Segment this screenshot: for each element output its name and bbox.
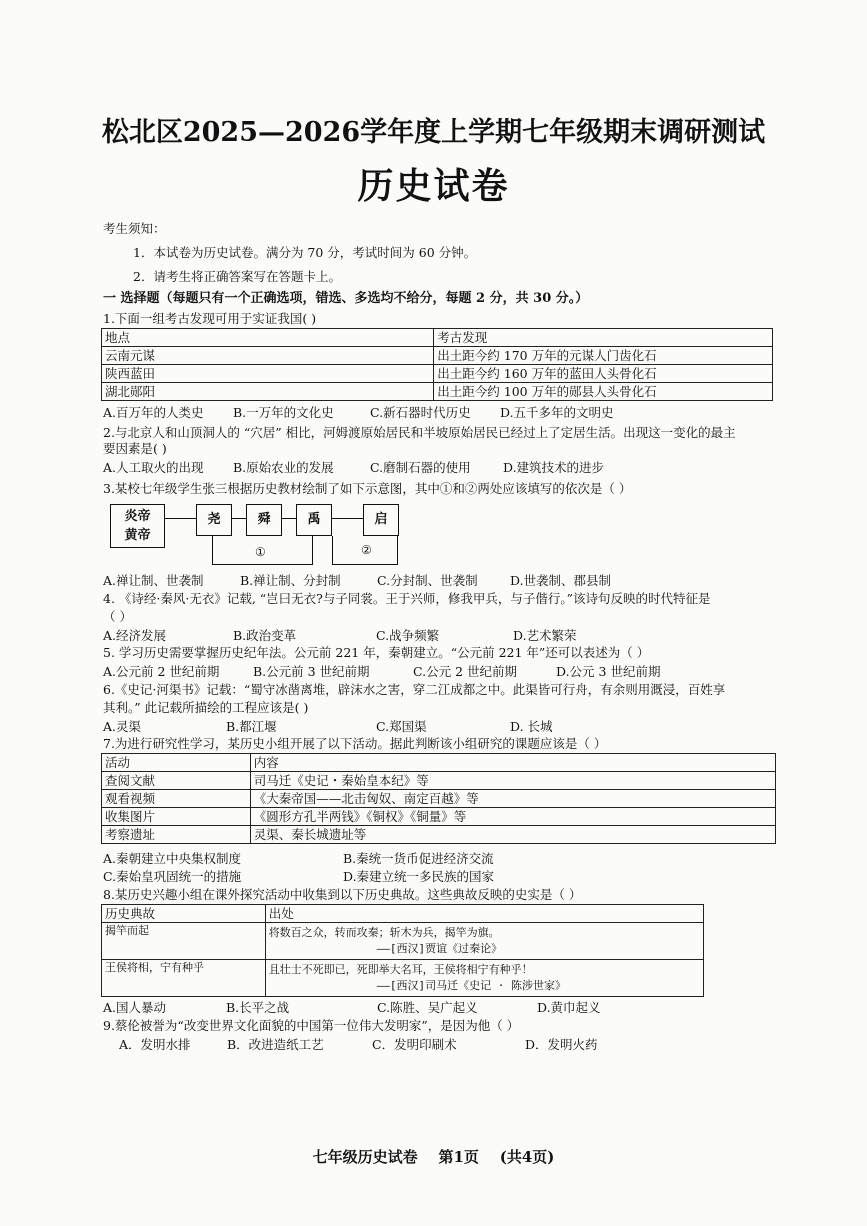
question-1-stem: 1.下面一组考古发现可用于实证我国( ) <box>103 311 317 326</box>
connector <box>282 518 296 519</box>
table-cell: 王侯将相，宁有种乎 <box>102 960 266 997</box>
question-4-stem-line1: 4. 《诗经·秦风·无衣》记载, “岂曰无衣?与子同裳。王于兴师，修我甲兵，与子偕行。”该诗句反映的时代特征是 <box>103 591 711 606</box>
table-row <box>102 960 704 997</box>
option-a: A.百万年的人类史 <box>103 405 204 420</box>
question-7-options-row2 <box>103 869 803 885</box>
quote-text: 将数百之众，转而攻秦；斩木为兵，揭竿为旗。 <box>268 926 500 939</box>
option-c: C.磨制石器的使用 <box>370 460 471 475</box>
bracket-line <box>332 536 333 564</box>
option-b: B.原始农业的发展 <box>233 460 334 475</box>
quote-source: ——[西汉]司马迁《史记 · 陈涉世家》 <box>376 979 567 992</box>
table-row <box>102 772 776 790</box>
question-9-options <box>119 1037 819 1053</box>
option-c: C.公元 2 世纪前期 <box>413 664 517 679</box>
table-header-cell: 出处 <box>265 905 703 923</box>
question-8-stem: 8.某历史兴趣小组在课外探究活动中收集到以下历史典故。这些典故反映的史实是（ ） <box>103 887 582 902</box>
bracket-line <box>397 536 398 564</box>
notice-heading: 考生须知： <box>103 221 166 236</box>
option-b: B.公元前 3 世纪前期 <box>253 664 370 679</box>
table-cell: 考察遗址 <box>102 826 251 844</box>
option-c: C.郑国渠 <box>376 719 427 734</box>
question-2-stem-line2: 要因素是( ) <box>103 441 167 456</box>
table-cell: 湖北郧阳 <box>102 383 434 401</box>
table-cell: 司马迁《史记・秦始皇本纪》等 <box>250 772 775 790</box>
mark-2: ② <box>361 543 372 557</box>
option-c: C.新石器时代历史 <box>370 405 471 420</box>
question-8-table <box>101 904 704 997</box>
table-cell: 灵渠、秦长城遗址等 <box>250 826 775 844</box>
bracket-line <box>212 536 213 564</box>
table-cell: 揭竿而起 <box>102 923 266 960</box>
table-cell: 出土距今约 100 万年的郧县人头骨化石 <box>434 383 773 401</box>
option-c: C.战争频繁 <box>376 628 440 643</box>
box-yu: 禹 <box>296 504 332 536</box>
question-5-options <box>103 664 803 680</box>
table-cell: 《圆形方孔半两钱》《铜权》《铜量》等 <box>250 808 775 826</box>
option-d: D.五千多年的文明史 <box>500 405 614 420</box>
question-3-options <box>103 573 803 589</box>
question-4-options <box>103 628 803 644</box>
table-row <box>102 383 773 401</box>
table-header-row <box>102 754 776 772</box>
option-b: B．改进造纸工艺 <box>227 1037 324 1052</box>
bracket-line <box>212 564 313 565</box>
option-a: A.公元前 2 世纪前期 <box>103 664 220 679</box>
table-cell: 《大秦帝国——北击匈奴、南定百越》等 <box>250 790 775 808</box>
table-row <box>102 347 773 365</box>
table-cell <box>265 923 703 960</box>
table-header-cell: 活动 <box>102 754 251 772</box>
mark-1: ① <box>255 545 266 559</box>
option-a: A.经济发展 <box>103 628 167 643</box>
option-c: C.秦始皇巩固统一的措施 <box>103 869 242 884</box>
option-d: D.建筑技术的进步 <box>503 460 605 475</box>
table-row <box>102 808 776 826</box>
bracket-line <box>332 564 398 565</box>
question-3-stem: 3.某校七年级学生张三根据历史教材绘制了如下示意图，其中①和②两处应该填写的依次是（ ） <box>103 481 632 496</box>
question-6-options <box>103 719 803 735</box>
notice-item-1: 1．本试卷为历史试卷。满分为 70 分，考试时间为 60 分钟。 <box>133 245 477 260</box>
table-header-cell: 历史典故 <box>102 905 266 923</box>
question-4-stem-line2: （ ） <box>103 609 132 624</box>
table-header-row <box>102 329 773 347</box>
section-heading: 一 选择题（每题只有一个正确选项，错选、多选均不给分，每题 2 分，共 30 分。） <box>103 291 589 306</box>
table-header-cell: 考古发现 <box>434 329 773 347</box>
table-cell: 观看视频 <box>102 790 251 808</box>
option-d: D.艺术繁荣 <box>513 628 577 643</box>
box-shun: 舜 <box>246 504 282 536</box>
connector <box>332 518 363 519</box>
exam-title: 松北区2025—2026学年度上学期七年级期末调研测试 <box>101 117 766 148</box>
table-row <box>102 790 776 808</box>
option-b: B.禅让制、分封制 <box>240 573 341 588</box>
option-a: A.国人暴动 <box>103 1000 167 1015</box>
option-b: B.秦统一货币促进经济交流 <box>343 851 494 866</box>
option-a: A．发明水排 <box>119 1037 191 1052</box>
option-a: A.人工取火的出现 <box>103 460 204 475</box>
option-b: B.长平之战 <box>226 1000 290 1015</box>
exam-subject-title: 历史试卷 <box>357 165 510 207</box>
connector <box>164 518 196 519</box>
option-d: D．发明火药 <box>525 1037 598 1052</box>
option-a: A.灵渠 <box>103 719 142 734</box>
table-cell: 陕西蓝田 <box>102 365 434 383</box>
option-b: B.一万年的文化史 <box>233 405 334 420</box>
option-d: D.世袭制、郡县制 <box>510 573 612 588</box>
option-d: D.黄巾起义 <box>537 1000 601 1015</box>
box-label: 黄帝 <box>124 528 151 543</box>
quote-text: 且壮士不死即已，死即举大名耳，王侯将相宁有种乎！ <box>268 963 533 976</box>
question-5-stem: 5. 学习历史需要掌握历史纪年法。公元前 221 年，秦朝建立。“公元前 221 年”还可以表述为（ ） <box>103 645 650 660</box>
table-cell: 云南元谋 <box>102 347 434 365</box>
question-2-stem-line1: 2.与北京人和山顶洞人的 “穴居” 相比，河姆渡原始居民和半坡原始居民已经过上了定居生活。出现这一变化的最主 <box>103 425 736 440</box>
option-c: C.陈胜、吴广起义 <box>377 1000 478 1015</box>
question-6-stem-line2: 其利。” 此记载所描绘的工程应该是( ) <box>103 700 309 715</box>
option-b: B.都江堰 <box>226 719 277 734</box>
question-1-options <box>103 405 803 421</box>
table-row <box>102 923 704 960</box>
question-9-stem: 9.蔡伦被誉为“改变世界文化面貌的中国第一位伟大发明家”，是因为他（ ） <box>103 1018 520 1033</box>
box-label: 炎帝 <box>124 509 151 524</box>
table-header-cell: 内容 <box>250 754 775 772</box>
option-d: D.秦建立统一多民族的国家 <box>343 869 495 884</box>
table-row <box>102 826 776 844</box>
table-cell: 收集图片 <box>102 808 251 826</box>
connector <box>232 518 246 519</box>
question-7-options-row1 <box>103 851 803 867</box>
bracket-line <box>312 536 313 564</box>
question-2-options <box>103 460 803 476</box>
table-row <box>102 365 773 383</box>
option-a: A.秦朝建立中央集权制度 <box>103 851 242 866</box>
table-cell <box>265 960 703 997</box>
question-7-table <box>101 753 776 844</box>
question-1-table <box>101 328 773 401</box>
box-yao: 尧 <box>196 504 232 536</box>
notice-item-2: 2．请考生将正确答案写在答题卡上。 <box>133 269 341 284</box>
option-d: D.公元 3 世纪前期 <box>556 664 661 679</box>
option-d: D. 长城 <box>510 719 553 734</box>
table-header-cell: 地点 <box>102 329 434 347</box>
option-c: C．发明印刷术 <box>372 1037 457 1052</box>
question-7-stem: 7.为进行研究性学习，某历史小组开展了以下活动。据此判断该小组研究的课题应该是（ ） <box>103 736 607 751</box>
table-header-row <box>102 905 704 923</box>
question-8-options <box>103 1000 803 1016</box>
page-footer: 七年级历史试卷 第1页 (共4页) <box>312 1148 555 1166</box>
table-cell: 出土距今约 160 万年的蓝田人头骨化石 <box>434 365 773 383</box>
table-cell: 出土距今约 170 万年的元谋人门齿化石 <box>434 347 773 365</box>
table-cell: 查阅文献 <box>102 772 251 790</box>
option-c: C.分封制、世袭制 <box>377 573 478 588</box>
option-b: B.政治变革 <box>233 628 297 643</box>
box-qi: 启 <box>363 504 399 536</box>
option-a: A.禅让制、世袭制 <box>103 573 204 588</box>
quote-source: ——[西汉]贾谊《过秦论》 <box>376 942 503 955</box>
box-yandi-huangdi <box>110 504 165 548</box>
question-6-stem-line1: 6.《史记·河渠书》记载：“蜀守冰凿离堆，辟沫水之害，穿二江成都之中。此渠皆可行舟，有余则用溉浸，百姓享 <box>103 682 726 697</box>
